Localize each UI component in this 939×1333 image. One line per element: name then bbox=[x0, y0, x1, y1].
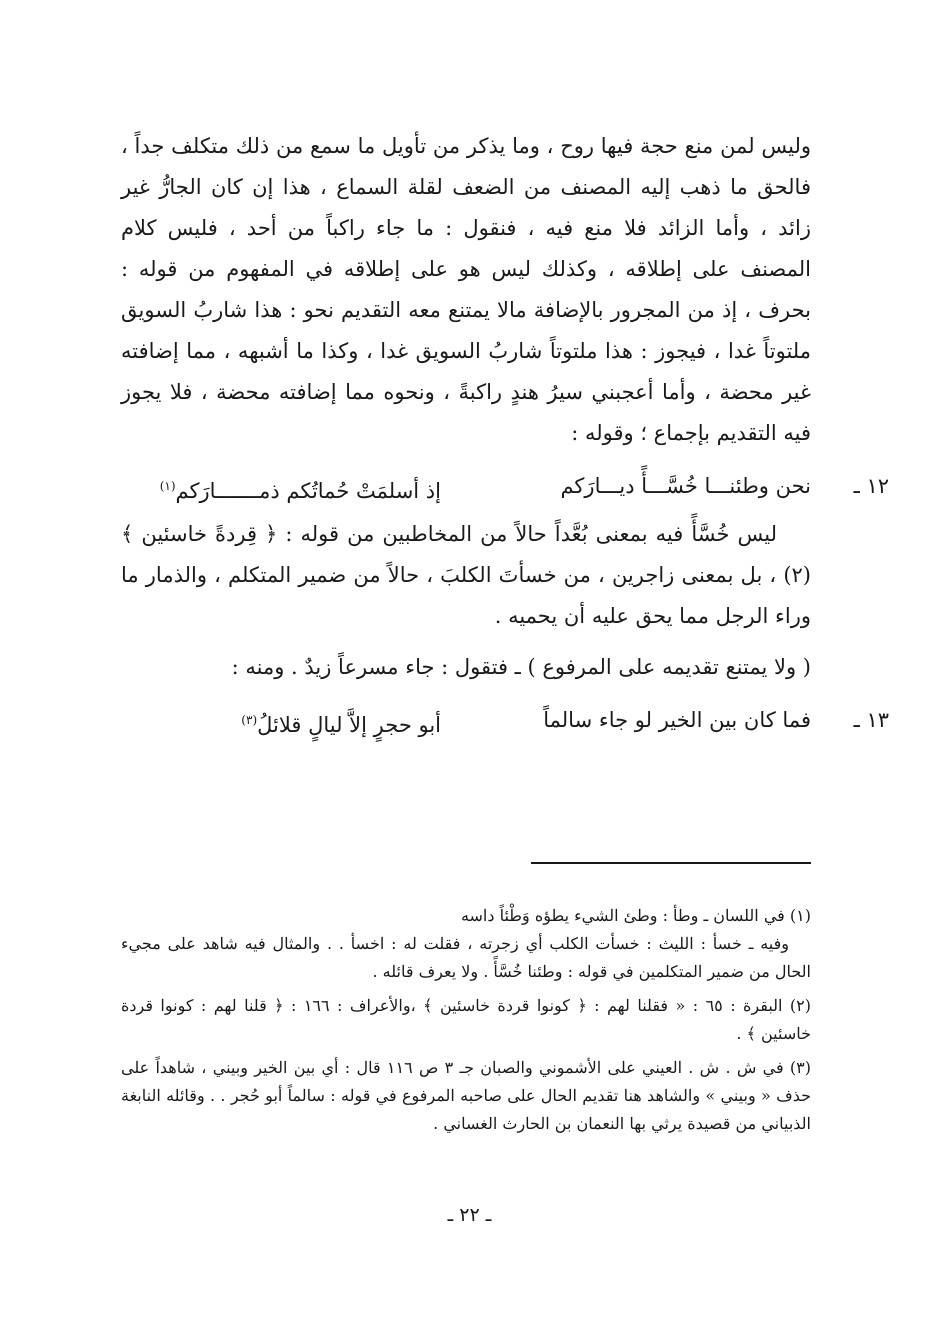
footnote-ref: (٣) bbox=[241, 713, 258, 727]
footnote-ref: (١) bbox=[159, 479, 176, 493]
verse-number: ١٣ ـ bbox=[853, 708, 889, 732]
hemistich-text: إذ أسلمَتْ حُماتُكم ذمـــــــارَكم bbox=[175, 479, 441, 503]
main-text bbox=[121, 126, 889, 742]
verse-second-hemistich bbox=[160, 464, 441, 513]
verse-13 bbox=[121, 698, 889, 742]
rule-text: ( ولا يمتنع تقديمه على المرفوع ) ـ فتقول : جاء مسرعاً زيدٌ . ومنه : bbox=[231, 655, 811, 679]
verse-commentary bbox=[121, 514, 811, 637]
verse-number: ١٢ ـ bbox=[853, 474, 889, 498]
footnote-line: (١) في اللسان ـ وطأ : وطئ الشيء يطؤه وَطْئاً داسه bbox=[460, 906, 811, 925]
footnotes bbox=[121, 902, 811, 1144]
footnote-line: (٣) في ش . ش . العيني على الأشموني والصبان جـ ٣ ص ١١٦ قال : أي بين الخير وبيني ، شاهداً على حذف « وبيني » والشاهد هنا تقديم الحال على صاحبه المرفوع في قوله : سالماً أبو حُجر . . وقائله النابغة الذبياني من قصيدة يرثي بها النعمان بن الحارث الغساني . bbox=[121, 1058, 812, 1133]
opening-paragraph bbox=[121, 126, 811, 454]
footnote-line: (٢) البقرة : ٦٥ : « فقلنا لهم : ﴿ كونوا قردة خاسئين ﴾ ،والأعراف : ١٦٦ : ﴿ قلنا لهم : كونوا قردة خاسئين ﴾ . bbox=[121, 996, 811, 1043]
footnote-separator bbox=[531, 862, 811, 864]
footnote-1 bbox=[121, 902, 811, 986]
footnote-line: وفيه ـ خسأ : الليث : خسأت الكلب أي زجرته ، فقلت له : اخسأ . . والمثال فيه شاهد على مجيء الحال من ضمير المتكلمين في قوله : وطئنا خُسَّأً . ولا يعرف قائله . bbox=[121, 934, 811, 981]
footnote-3 bbox=[121, 1054, 811, 1138]
commentary-text: ليس خُسَّأً فيه بمعنى بُعَّداً حالاً من المخاطبين من قوله : ﴿ قِردةً خاسئين ﴾(٢) ، بل بمعنى زاجرين ، من خسأتَ الكلبَ ، حالاً من ضمير المتكلم ، والذمار ما وراء الرجل مما يحق عليه أن يحميه . bbox=[121, 522, 811, 628]
verse-first-hemistich: نحن وطئنـــا خُسَّـــأً ديـــارَكم bbox=[560, 474, 811, 498]
paragraph-text: وليس لمن منع حجة فيها روح ، وما يذكر من تأويل ما سمع من ذلك متكلف جداً ، فالحق ما ذهب إليه المصنف من الضعف لقلة السماع ، هذا إن كان الجارُّ غير زائد ، وأما الزائد فلا منع فيه ، فنقول : ما جاء راكباً من أحد ، فليس كلام المصنف على إطلاقه ، وكذلك ليس هو على إطلاقه في المفهوم من قوله : بحرف ، إذ من المجرور بالإضافة مالا يمتنع معه التقديم نحو : هذا شاربُ السويق ملتوتاً غدا ، فيجوز : هذا ملتوتاً شاربُ السويق غدا ، وكذا ما أشبهه ، مما إضافته غير محضة ، وأما أعجبني سيرُ هندٍ راكبةً ، ونحوه مما إضافته محضة ، فلا يجوز فيه التقديم بإجماع ؛ وقوله : bbox=[121, 134, 811, 445]
verse-first-hemistich: فما كان بين الخير لو جاء سالماً bbox=[543, 708, 811, 732]
footnote-2 bbox=[121, 992, 811, 1048]
verse-12 bbox=[121, 464, 889, 508]
hemistich-text: أبو حجرٍ إلاَّ ليالٍ قلائلُ bbox=[257, 713, 441, 737]
page-number: ـ ٢٢ ـ bbox=[447, 1204, 492, 1226]
verse-second-hemistich bbox=[241, 698, 441, 747]
